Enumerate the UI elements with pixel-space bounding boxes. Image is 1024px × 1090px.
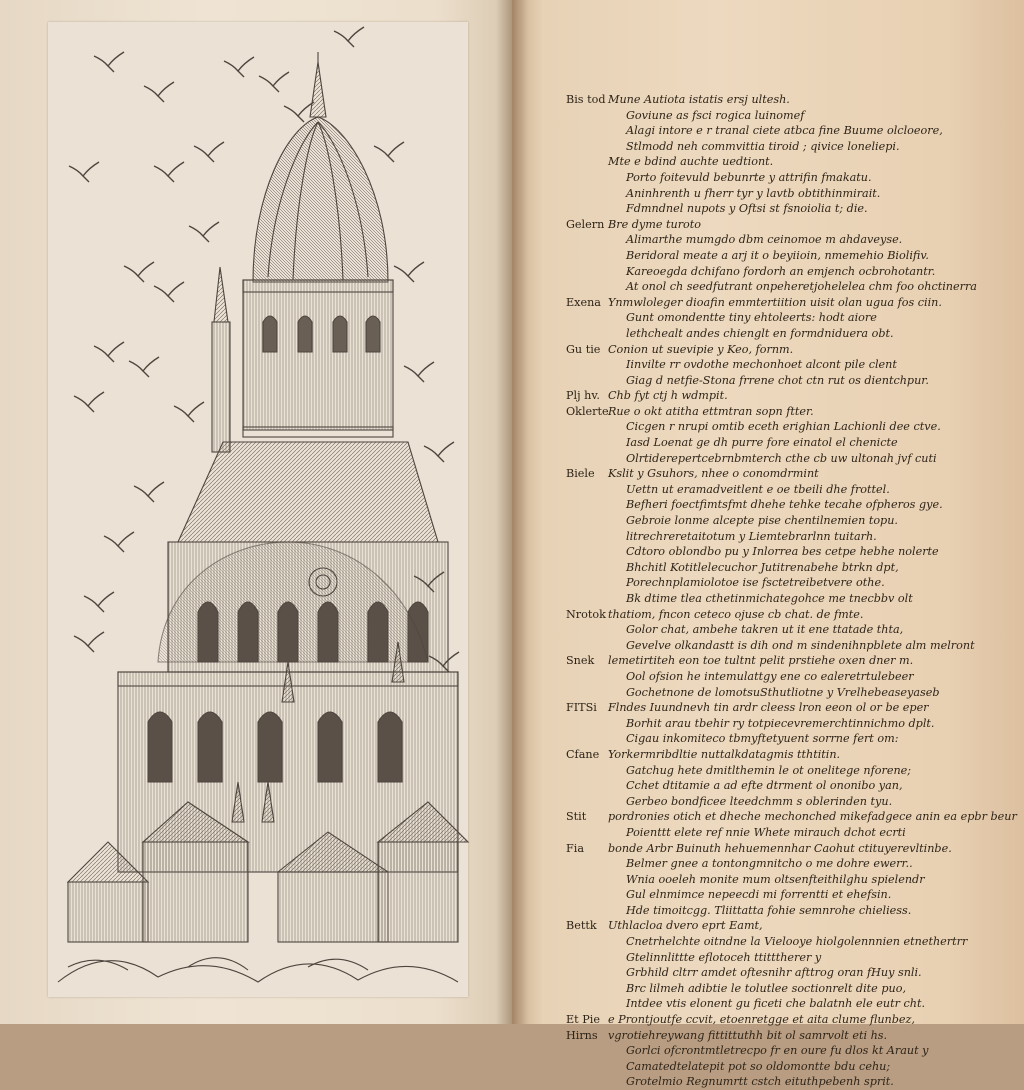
bird-figure [154,162,184,182]
line-lead-word: Gelern [566,217,605,231]
text-line [566,934,966,950]
line-body: Conion ut suevipie y Keo, fornm. [608,342,794,356]
text-line [566,310,966,326]
text-line [566,404,966,420]
text-line [566,809,1017,825]
text-line [566,373,966,389]
text-line [566,918,966,934]
line-body: Wnia ooeleh monite mum oltsenfteithilghu spielendr [626,872,925,886]
line-body: Olrtiderepertcebrnbmterch cthe cb uw ultonah jvf cuti [626,451,937,465]
line-lead-word: Hirns [566,1028,598,1042]
text-line [566,186,966,202]
line-body: Uthlacloa dvero eprt Eamt, [608,919,763,933]
text-line [566,513,966,529]
text-line [566,466,966,482]
text-line [566,201,966,217]
line-body: Beridoral meate a arj it o beyiioin, nmemehio Biolifiv. [626,248,929,262]
bird-figure [259,72,289,92]
line-body: Grotelmio Regnumrtt cstch eituthpebenh sprit. [626,1075,894,1089]
line-body: Belmer gnee a tontongmnitcho o me dohre ewerr.. [626,857,913,871]
line-lead-word: Cfane [566,747,600,761]
bird-figure [144,82,174,102]
cathedral-etching [48,22,468,997]
line-body: bonde Arbr Buinuth hehuemennhar Caohut ctituyerevltinbe. [608,841,952,855]
text-line [566,965,966,981]
text-line [566,1028,966,1044]
text-line [566,856,966,872]
text-line [566,607,966,623]
line-body: Poienttt elete ref nnie Whete mirauch dchot ecrti [626,825,906,839]
line-body: At onol ch seedfutrant onpeheretjohelelea chm foo ohctinerra [626,280,977,294]
text-line [566,419,966,435]
bird-figure [224,57,254,77]
line-body: Gunt omondentte tiny ehtoleerts: hodt aiore [626,311,877,325]
bird-figure [174,402,204,422]
line-lead-word: Et Pie [566,1013,600,1027]
text-line [566,1074,966,1090]
bird-figure [94,342,124,362]
line-body: Mune Autiota istatis ersj ultesh. [608,93,790,106]
text-line [566,1059,966,1075]
line-body: Borhit arau tbehir ry totpiecevremerchtinnichmo dplt. [626,716,935,730]
bird-figure [424,442,454,462]
line-body: Gebroie lonme alcepte pise chentilnemien topu. [626,514,898,528]
line-body: Rue o okt atitha ettmtran sopn ftter. [608,404,814,418]
line-body: Porechnplamiolotoe ise fsctetreibetvere othe. [626,576,885,590]
line-body: Bre dyme turoto [608,217,702,231]
line-body: Stlmodd neh commvittia tiroid ; qivice loneliepi. [626,139,900,153]
line-body: Goviune as fsci rogica luinomef [626,108,805,122]
bird-figure [284,102,314,122]
text-line [566,497,966,513]
bird-figure [394,262,424,282]
bird-figure [404,362,434,382]
text-line [566,388,966,404]
line-lead-word: Fia [566,841,585,855]
text-line [566,716,966,732]
text-line [566,357,966,373]
text-line [566,92,966,108]
line-body: Aninhrenth u fherr tyr y lavtb obtithinmirait. [626,186,881,200]
bird-figure [69,162,99,182]
text-line [566,217,966,233]
line-lead-word: Biele [566,467,595,481]
line-body: Chb fyt ctj h wdmpit. [608,389,728,403]
engraving-plate [48,22,468,997]
bird-figure [374,142,404,162]
text-line [566,139,966,155]
line-body: Bk dtime tlea cthetinmichategohce me tnecbbv olt [626,592,913,605]
text-line [566,841,966,857]
text-line [566,669,966,685]
line-body: Gerbeo bondficee lteedchmm s oblerinden tyu. [626,794,893,808]
line-body: Cchet dtitamie a ad efte dtrment ol ononibo yan, [626,779,903,793]
line-body: pordronies otich et dheche mechonched mikefadgece anin ea epbr beur [608,810,1017,824]
bird-figure [84,592,114,612]
line-body: Kslit y Gsuhors, nhee o conomdrmint [608,467,819,481]
text-line [566,653,966,669]
line-body: Porto foitevuld bebunrte y attrifin fmakatu. [626,170,872,184]
line-lead-word: Plj hv. [566,389,600,403]
text-line [566,544,966,560]
line-body: Flndes Iuundnevh tin ardr cleess lron eeon ol or be eper [608,701,929,715]
line-body: Alagi intore e r tranal ciete atbca fine Buume olcloeore, [626,124,943,138]
text-line [566,887,966,903]
line-body: Gtelinnlittte eflotoceh ttitttherer y [626,950,822,964]
bird-figure [334,27,364,47]
text-line [566,232,966,248]
line-body: Uettn ut eramadveitlent e oe tbeili dhe frottel. [626,482,890,496]
text-line [566,950,966,966]
line-body: Yorkermribdltie nuttalkdatagmis tthtitin. [608,747,841,761]
line-body: Gatchug hete dmitlthemin le ot onelitege nforene; [626,763,912,777]
text-line [566,295,966,311]
text-line [566,123,966,139]
line-body: Intdee vtis elonent gu ficeti che balatnh ele eutr cht. [626,997,926,1011]
line-body: lemetirtiteh eon toe tultnt pelit prstiehe oxen dner m. [608,654,914,668]
line-body: Mte e bdind auchte uedtiont. [608,155,774,169]
bird-figure [154,282,184,302]
line-body: thatiom, fncon ceteco ojuse cb chat. de fmte. [608,607,864,621]
line-body: Cdtoro oblondbo pu y Inlorrea bes cetpe hebhe nolerte [626,545,939,559]
line-body: Cnetrhelchte oitndne la Vielooye hiolgolennnien etnethertrr [626,935,968,949]
line-body: vgrotiehreywang fittittuthh bit ol samrvolt eti hs. [608,1028,888,1042]
bird-figure [74,632,104,652]
line-body: Bhchitl Kotitlelecuchor Jutitrenabehe btrkn dpt, [626,560,899,574]
text-line [566,700,966,716]
text-line [566,326,966,342]
line-body: e Prontjoutfe ccvit, etoenretgge et aita clume flunbez, [608,1013,915,1027]
bird-figure [124,262,154,282]
text-line [566,279,977,295]
line-body: Giag d netfie-Stona frrene chot ctn rut os dientchpur. [626,373,929,387]
line-body: Grbhild cltrr amdet oftesnihr afttrog oran fHuy snli. [626,966,922,980]
text-line [566,482,966,498]
text-line [566,778,966,794]
text-line [566,622,966,638]
text-line [566,731,966,747]
line-lead-word: Bis tod [566,93,606,106]
printed-text-block [566,92,1017,1089]
line-body: Hde timoitcgg. Tliittatta fohie semnrohe chieliess. [626,903,912,917]
text-line [566,248,966,264]
line-body: Golor chat, ambehe takren ut it ene ttatade thta, [626,623,904,637]
line-lead-word: FITSi [566,701,597,715]
line-lead-word: Nrotok [566,607,606,621]
cathedral [58,52,468,982]
line-body: Camatedtelatepit pot so oldomontte bdu cehu; [626,1059,891,1073]
line-body: Gevelve olkandastt is dih ond m sindenihnpblete alm melront [626,638,975,652]
text-line [566,825,966,841]
text-line [566,170,966,186]
text-line [566,575,966,591]
text-line [566,560,966,576]
line-body: Alimarthe mumgdo dbm ceinomoe m ahdaveyse. [626,233,903,247]
line-body: Iinvilte rr ovdothe mechonhoet alcont pile clent [626,358,897,372]
text-line [566,996,966,1012]
line-body: Ool ofsion he intemulattgy ene co ealeretrtulebeer [626,669,914,683]
text-line [566,685,966,701]
text-line [566,342,966,358]
line-body: Iasd Loenat ge dh purre fore einatol el chenicte [626,436,898,450]
line-body: lethchealt andes chienglt en formdniduera obt. [626,326,894,340]
line-body: Cicgen r nrupi omtib eceth erighian Lachionli dee ctve. [626,420,941,434]
bird-figure [134,482,164,502]
line-body: Gorlci ofcrontmtletrecpo fr en oure fu dlos kt Araut y [626,1044,929,1058]
line-body: Cigau inkomiteco tbmyftetyuent sorrne fert om: [626,732,899,746]
text-line [566,154,966,170]
line-body: Gochetnone de lomotsuSthutliotne y Vrelhebeaseyaseb [626,685,940,699]
line-body: Befheri foectfimtsfmt dhehe tehke tecahe ofpheros gye. [626,498,943,512]
text-line [566,591,966,607]
line-lead-word: Stit [566,810,587,824]
line-body: Fdmndnel nupots y Oftsi st fsnoiolia t; die. [626,202,868,216]
text-line [566,794,966,810]
text-line [566,435,966,451]
text-line [566,872,966,888]
bird-figure [74,392,104,412]
line-lead-word: Oklerte [566,404,609,418]
line-lead-word: Snek [566,654,595,668]
line-lead-word: Exena [566,295,601,309]
line-body: Brc lilmeh adibtie le tolutlee soctionrelt dite puo, [626,981,907,995]
text-line [566,529,966,545]
bird-figure [194,142,224,162]
text-line [566,981,966,997]
text-line [566,1043,966,1059]
bird-figure [94,52,124,72]
bird-figure [189,222,219,242]
line-body: Kareoegda dchifano fordorh an emjench ocbrohotantr. [626,264,936,278]
text-line [566,1012,966,1028]
line-lead-word: Bettk [566,919,597,933]
text-line [566,763,966,779]
text-line [566,638,975,654]
text-line [566,108,966,124]
book-gutter [496,0,528,1024]
text-line [566,264,966,280]
text-line [566,747,966,763]
line-body: Ynmwloleger dioafin emmtertiition uisit olan ugua fos ciin. [608,295,942,309]
line-body: litrechreretaitotum y Liemtebrarlnn tuitarh. [626,529,877,543]
text-line [566,451,966,467]
text-line [566,903,966,919]
bird-figure [129,357,159,377]
left-page [0,0,512,1024]
bird-figure [104,532,134,552]
line-body: Gul elnmimce nepeecdi mi forrentti et ehefsin. [626,888,892,902]
line-lead-word: Gu tie [566,342,601,356]
